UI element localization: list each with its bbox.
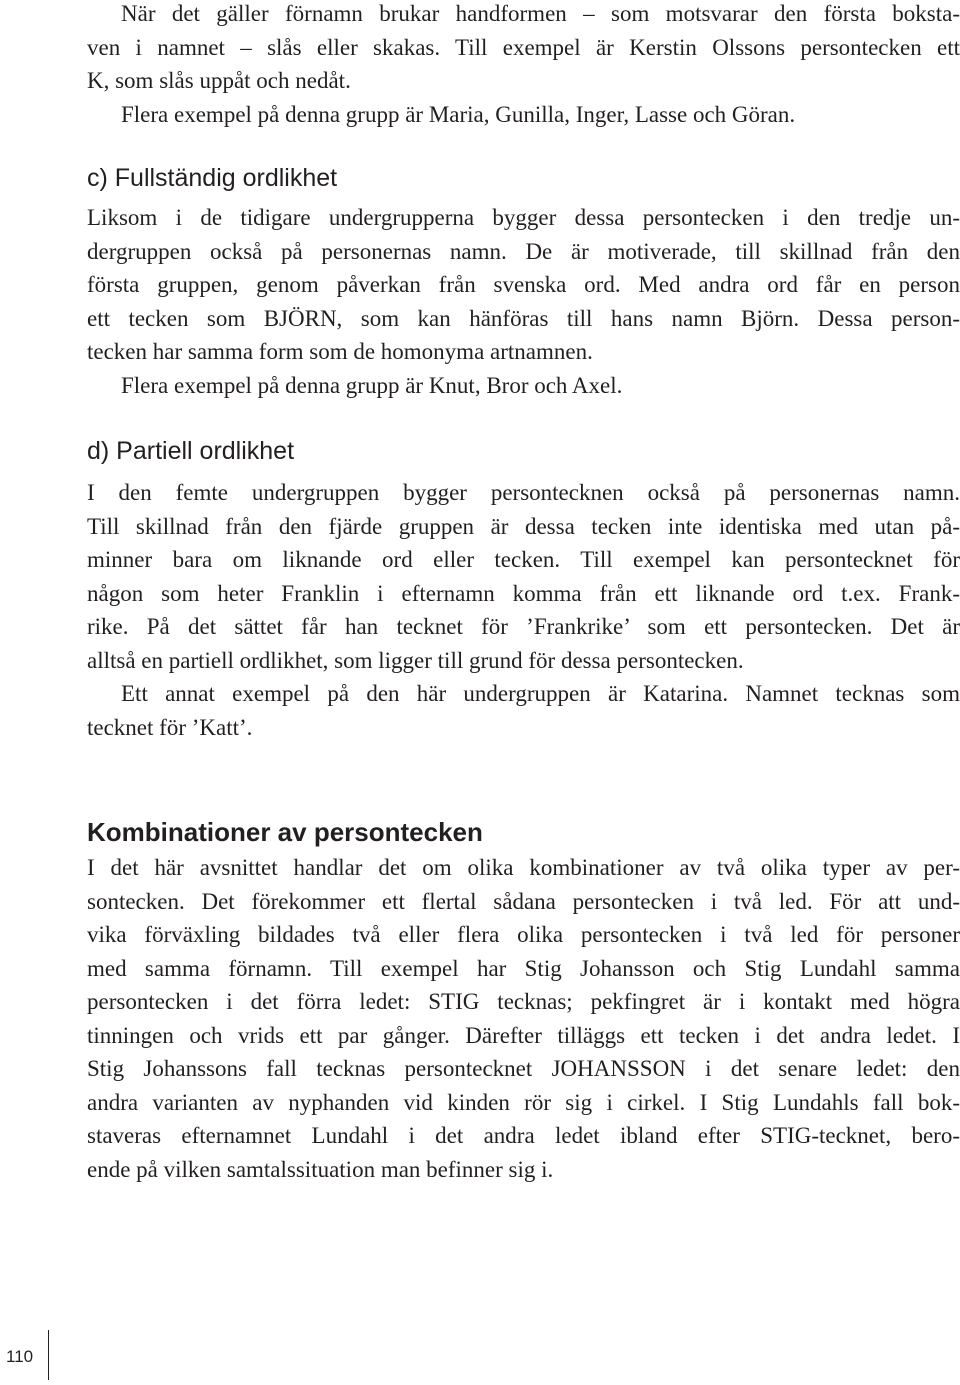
text-line: Flera exempel på denna grupp är Maria, Gunilla, Inger, Lasse och Göran. bbox=[121, 101, 796, 127]
text-line: minner bara om liknande ord eller tecken. Till exempel kan persontecknet för bbox=[87, 547, 960, 572]
section-paragraph bbox=[87, 851, 960, 1186]
text-line: rike. På det sättet får han tecknet för ’Frankrike’ som ett persontecken. Det är bbox=[87, 614, 960, 639]
text-line: I det här avsnittet handlar det om olika kombinationer av två olika typer av per- bbox=[87, 855, 960, 880]
text-line: Liksom i de tidigare undergrupperna bygger dessa persontecken i den tredje un- bbox=[87, 205, 960, 230]
text-line: tinningen och vrids ett par gånger. Därefter tilläggs ett tecken i det andra ledet. I bbox=[87, 1022, 960, 1048]
text-line: första gruppen, genom påverkan från svenska ord. Med andra ord får en person bbox=[87, 272, 960, 297]
page-number: 110 bbox=[6, 1347, 34, 1366]
text-line: K, som slås uppåt och nedåt. bbox=[87, 68, 351, 93]
text-line: ett tecken som BJÖRN, som kan hänföras till hans namn Björn. Dessa person- bbox=[87, 305, 960, 331]
intro-paragraph bbox=[87, 0, 960, 131]
text-line: Flera exempel på denna grupp är Knut, Bror och Axel. bbox=[121, 372, 623, 398]
paragraph-d bbox=[87, 476, 960, 744]
text-line: Till skillnad från den fjärde gruppen är dessa tecken inte identiska med utan på- bbox=[87, 513, 960, 539]
text-line: När det gäller förnamn brukar handformen – som motsvarar den första boksta- bbox=[121, 1, 960, 26]
subheading-c: c) Fullständig ordlikhet bbox=[87, 164, 338, 192]
text-line: tecknet för ’Katt’. bbox=[87, 714, 253, 740]
text-line: alltså en partiell ordlikhet, som ligger till grund för dessa persontecken. bbox=[87, 647, 744, 673]
text-line: tecken har samma form som de homonyma artnamnen. bbox=[87, 339, 593, 364]
text-line: andra varianten av nyphanden vid kinden rör sig i cirkel. I Stig Lundahls fall bok- bbox=[87, 1089, 960, 1115]
text-line: vika förväxling bildades två eller flera olika persontecken i två led för personer bbox=[87, 922, 960, 947]
paragraph-c bbox=[87, 201, 960, 402]
section-heading: Kombinationer av persontecken bbox=[87, 817, 483, 847]
text-line: någon som heter Franklin i efternamn komma från ett liknande ord t.ex. Frank- bbox=[87, 580, 960, 606]
text-line: ende på vilken samtalssituation man befinner sig i. bbox=[87, 1156, 554, 1182]
text-line: staveras efternamnet Lundahl i det andra ledet ibland efter STIG-tecknet, bero- bbox=[87, 1123, 960, 1148]
text-line: I den femte undergruppen bygger persontecknen också på personernas namn. bbox=[87, 480, 960, 505]
subheading-d: d) Partiell ordlikhet bbox=[87, 437, 295, 465]
text-line: ven i namnet – slås eller skakas. Till exempel är Kerstin Olssons persontecken ett bbox=[87, 34, 960, 60]
footer-divider bbox=[48, 1330, 49, 1380]
text-line: Stig Johanssons fall tecknas persontecknet JOHANSSON i det senare ledet: den bbox=[87, 1056, 960, 1081]
text-line: persontecken i det förra ledet: STIG tecknas; pekfingret är i kontakt med högra bbox=[87, 989, 960, 1014]
text-line: med samma förnamn. Till exempel har Stig Johansson och Stig Lundahl samma bbox=[87, 955, 960, 981]
text-line: dergruppen också på personernas namn. De är motiverade, till skillnad från den bbox=[87, 238, 960, 264]
text-line: sontecken. Det förekommer ett flertal sådana persontecken i två led. För att und- bbox=[87, 888, 960, 914]
text-line: Ett annat exempel på den här undergruppen är Katarina. Namnet tecknas som bbox=[121, 681, 960, 706]
